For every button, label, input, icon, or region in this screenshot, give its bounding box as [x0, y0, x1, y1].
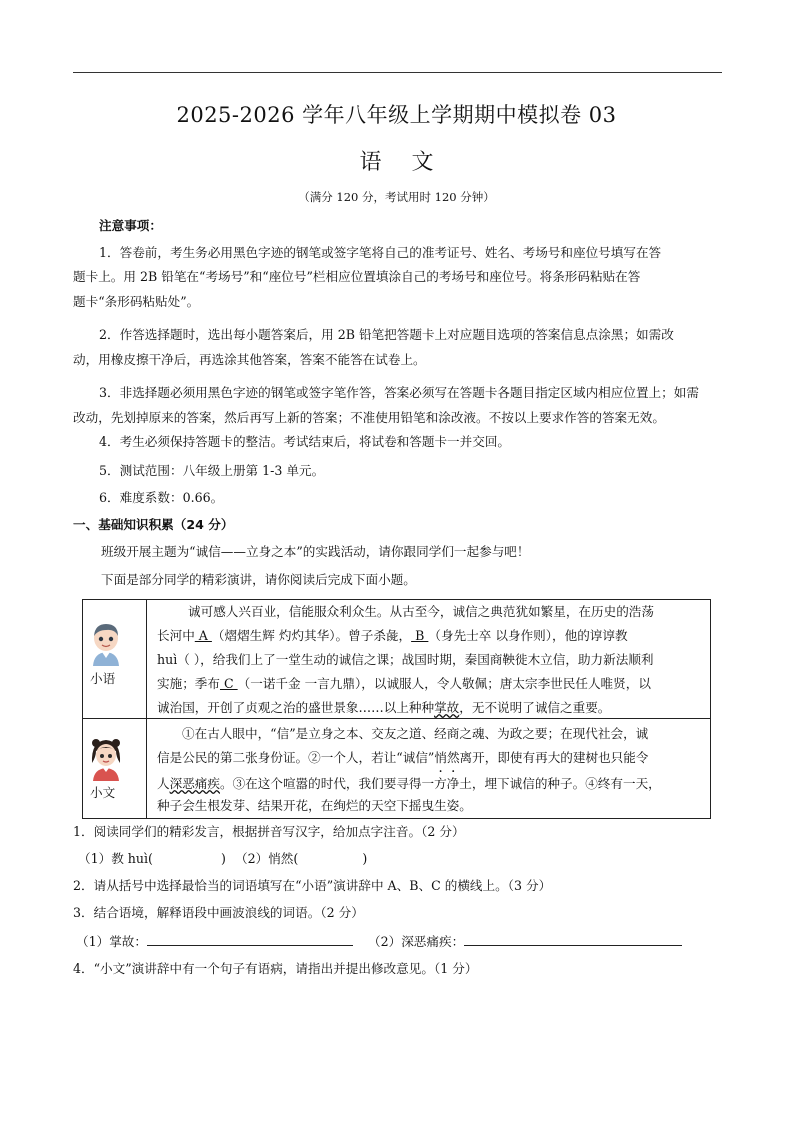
exam-title: 2025-2026 学年八年级上学期期中模拟卷 03	[176, 103, 617, 127]
xiaowen-line-3: 人深恶痛疾。③在这个喧嚣的时代，我们要寻得一方净土，埋下诚信的种子。④终有一天，	[157, 776, 661, 791]
score-note: （满分 120 分，考试用时 120 分钟）	[298, 190, 495, 204]
xiaowen-line-4: 种子会生根发芽、结果开花，在绚烂的天空下摇曳生姿。	[157, 798, 472, 813]
speech-table	[82, 599, 711, 819]
top-rule	[73, 72, 722, 73]
boy-avatar-icon	[89, 622, 123, 666]
notice-item-3-line-2: 改动，先划掉原来的答案，然后再写上新的答案；不准使用铅笔和涂改液。不按以上要求作答的答案无效。	[73, 410, 665, 425]
wavy-shenwutongji: 深恶痛疾	[169, 776, 220, 791]
notice-item-2-line-1: 2．作答选择题时，选出每小题答案后，用 2B 铅笔把答题卡上对应题目选项的答案信息点涂黑；如需改	[99, 327, 674, 342]
notice-item-3-line-1: 3．非选择题必须用黑色字迹的钢笔或签字笔作答，答案必须写在答题卡各题目指定区域内相应位置上；如需	[99, 385, 699, 400]
question-1: 1．阅读同学们的精彩发言，根据拼音写汉字，给加点字注音。（2 分）	[73, 824, 465, 839]
xiaoyu-line-3: huì（ ），给我们上了一堂生动的诚信之课；战国时期，秦国商鞅徙木立信，助力新法顺利	[157, 652, 654, 667]
xiaowen-line-1: ①在古人眼中，“信”是立身之本、交友之道、经商之魂、为政之要；在现代社会，诚	[182, 726, 649, 741]
xiaoyu-line-2: 长河中 A （熠熠生辉 灼灼其华）。曾子杀彘， B （身先士卒 以身作则），他的谆谆教	[157, 628, 628, 643]
speaker-name-xiaoyu: 小语	[90, 671, 116, 686]
notice-item-1-line-1: 1．答卷前，考生务必用黑色字迹的钢笔或签字笔将自己的准考证号、姓名、考场号和座位号填写在答	[99, 245, 662, 260]
section-1-intro-1: 班级开展主题为“诚信——立身之本”的实践活动，请你跟同学们一起参与吧！	[101, 544, 530, 559]
notice-item-2-line-2: 动，用橡皮擦干净后，再选涂其他答案，答案不能答在试卷上。	[73, 352, 426, 367]
dotted-char-qiao: 悄	[434, 750, 447, 765]
question-3-sub-2: （2）深恶痛疾：	[368, 930, 682, 955]
blank-a: A	[194, 628, 212, 643]
blank-c: C	[219, 676, 238, 691]
answer-line-shenwutongji[interactable]	[464, 931, 682, 946]
question-4: 4．“小文”演讲辞中有一个句子有语病，请指出并提出修改意见。（1 分）	[73, 961, 478, 976]
blank-b: B	[411, 628, 429, 643]
section-1-heading: 一、基础知识积累（24 分）	[73, 517, 234, 532]
notice-item-1-line-2: 题卡上。用 2B 铅笔在“考场号”和“座位号”栏相应位置填涂自己的考场号和座位号。将条形码粘贴在答	[73, 269, 641, 284]
notice-item-4: 4．考生必须保持答题卡的整洁。考试结束后，将试卷和答题卡一并交回。	[99, 434, 511, 449]
xiaoyu-line-5: 诚治国，开创了贞观之治的盛世景象……以上种种掌故，无不说明了诚信之重要。	[157, 700, 611, 715]
speaker-name-xiaowen: 小文	[90, 785, 116, 800]
xiaowen-line-2: 信是公民的第二张身份证。②一个人，若让“诚信”悄然离开，即使有再大的建树也只能令	[157, 750, 649, 765]
xiaoyu-line-1: 诚可感人兴百业，信能服众利众生。从古至今，诚信之典范犹如繁星，在历史的浩荡	[188, 604, 654, 619]
question-1-sub-1: （1）教 huì( )	[78, 851, 226, 866]
question-1-sub-2: （2）悄然( )	[235, 851, 368, 866]
notice-item-1-line-3: 题卡“条形码粘贴处”。	[73, 294, 200, 309]
question-3: 3．结合语境，解释语段中画波浪线的词语。（2 分）	[73, 905, 364, 920]
question-2: 2．请从括号中选择最恰当的词语填写在“小语”演讲辞中 A、B、C 的横线上。（3 分）	[73, 878, 552, 893]
dotted-char-ran: 然	[446, 750, 460, 765]
subject-title: 语文	[359, 150, 464, 175]
notice-item-5: 5．测试范围：八年级上册第 1-3 单元。	[99, 463, 325, 478]
answer-line-zhanggu[interactable]	[147, 931, 353, 946]
question-3-sub-1: （1）掌故：	[76, 930, 353, 955]
section-1-intro-2: 下面是部分同学的精彩演讲，请你阅读后完成下面小题。	[101, 572, 416, 587]
xiaoyu-line-4: 实施；季布 C （一诺千金 一言九鼎），以诚服人，令人敬佩；唐太宗李世民任人唯贤，以	[157, 676, 651, 691]
girl-avatar-icon	[89, 737, 123, 781]
notice-item-6: 6．难度系数：0.66。	[99, 490, 224, 505]
notice-heading: 注意事项：	[99, 218, 162, 233]
wavy-zhanggu: 掌故	[434, 700, 460, 715]
